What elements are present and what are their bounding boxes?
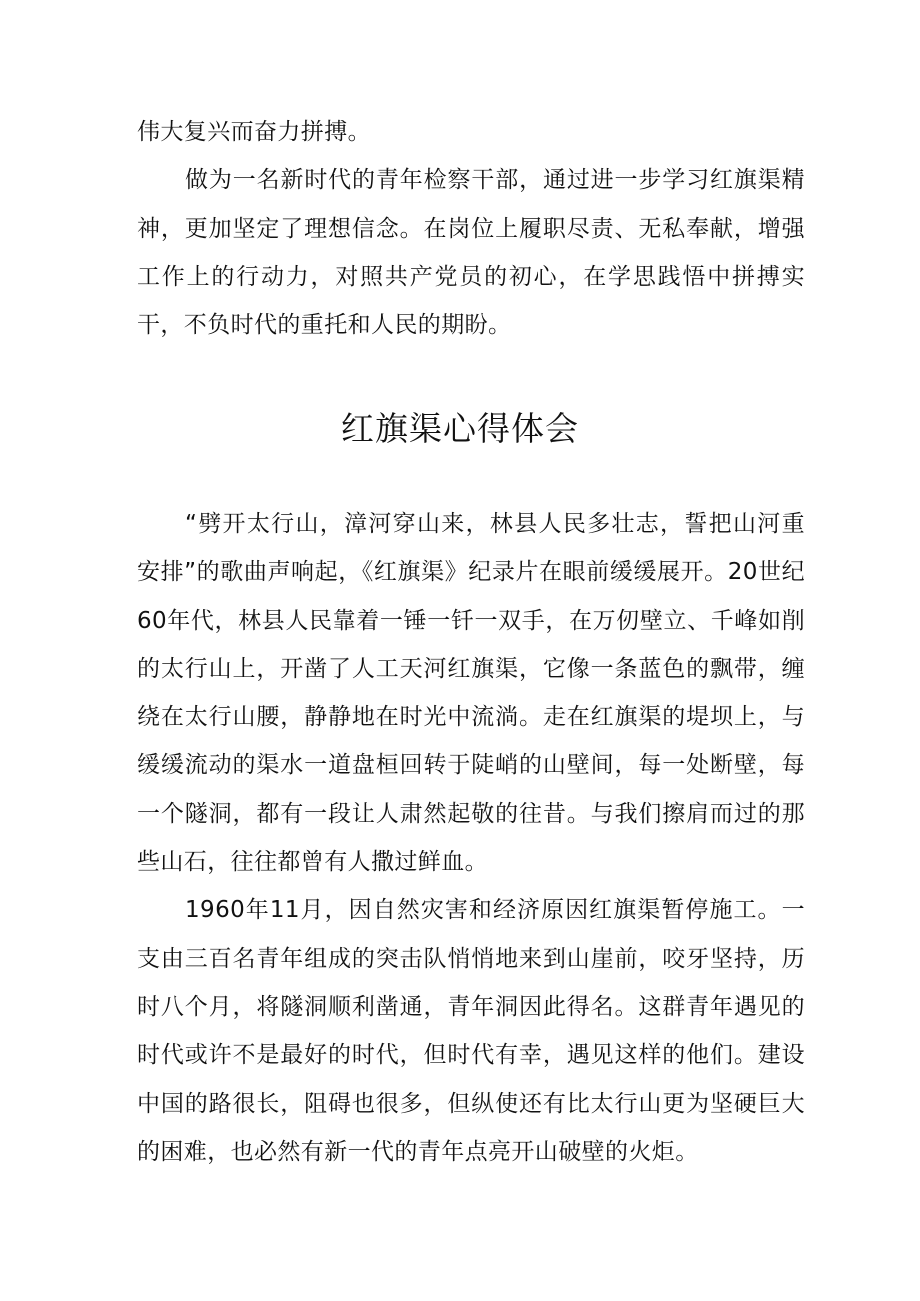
body-paragraph-1: “劈开太行山，漳河穿山来，林县人民多壮志，誓把山河重安排”的歌曲声响起，《红旗渠》纪录片在眼前缓缓展开。20世纪60年代，林县人民靠着一锤一钎一双手，在万仞壁立、千峰如削的太行山上，开凿了人工天河红旗渠，它像一条蓝色的飘带，缠绕在太行山腰，静静地在时光中流淌。走在红旗渠的堤坝上，与缓缓流动的渠水一道盘桓回转于陡峭的山壁间，每一处断壁，每一个隧洞，都有一段让人肃然起敬的往昔。与我们擦肩而过的那些山石，往往都曾有人撒过鲜血。 — [137, 511, 805, 876]
body-paragraph-2: 1960年11月，因自然灾害和经济原因红旗渠暂停施工。一支由三百名青年组成的突击队悄悄地来到山崖前，咬牙坚持，历时八个月，将隧洞顺利凿通，青年洞因此得名。这群青年遇见的时代或许不是最好的时代，但时代有幸，遇见这样的他们。建设中国的路很长，阻碍也很多，但纵使还有比太行山更为坚硬巨大的困难，也必然有新一代的青年点亮开山破壁的火炬。 — [137, 897, 805, 1165]
section-previous-article — [137, 108, 805, 349]
continuation-paragraph: 伟大复兴而奋力拼搏。 — [137, 119, 371, 145]
closing-paragraph: 做为一名新时代的青年检察干部，通过进一步学习红旗渠精神，更加坚定了理想信念。在岗位上履职尽责、无私奉献，增强工作上的行动力，对照共产党员的初心，在学思践悟中拼搏实干，不负时代的重托和人民的期盼。 — [137, 167, 805, 339]
article-title: 红旗渠心得体会 — [341, 409, 579, 448]
section-article-body — [137, 500, 805, 1176]
